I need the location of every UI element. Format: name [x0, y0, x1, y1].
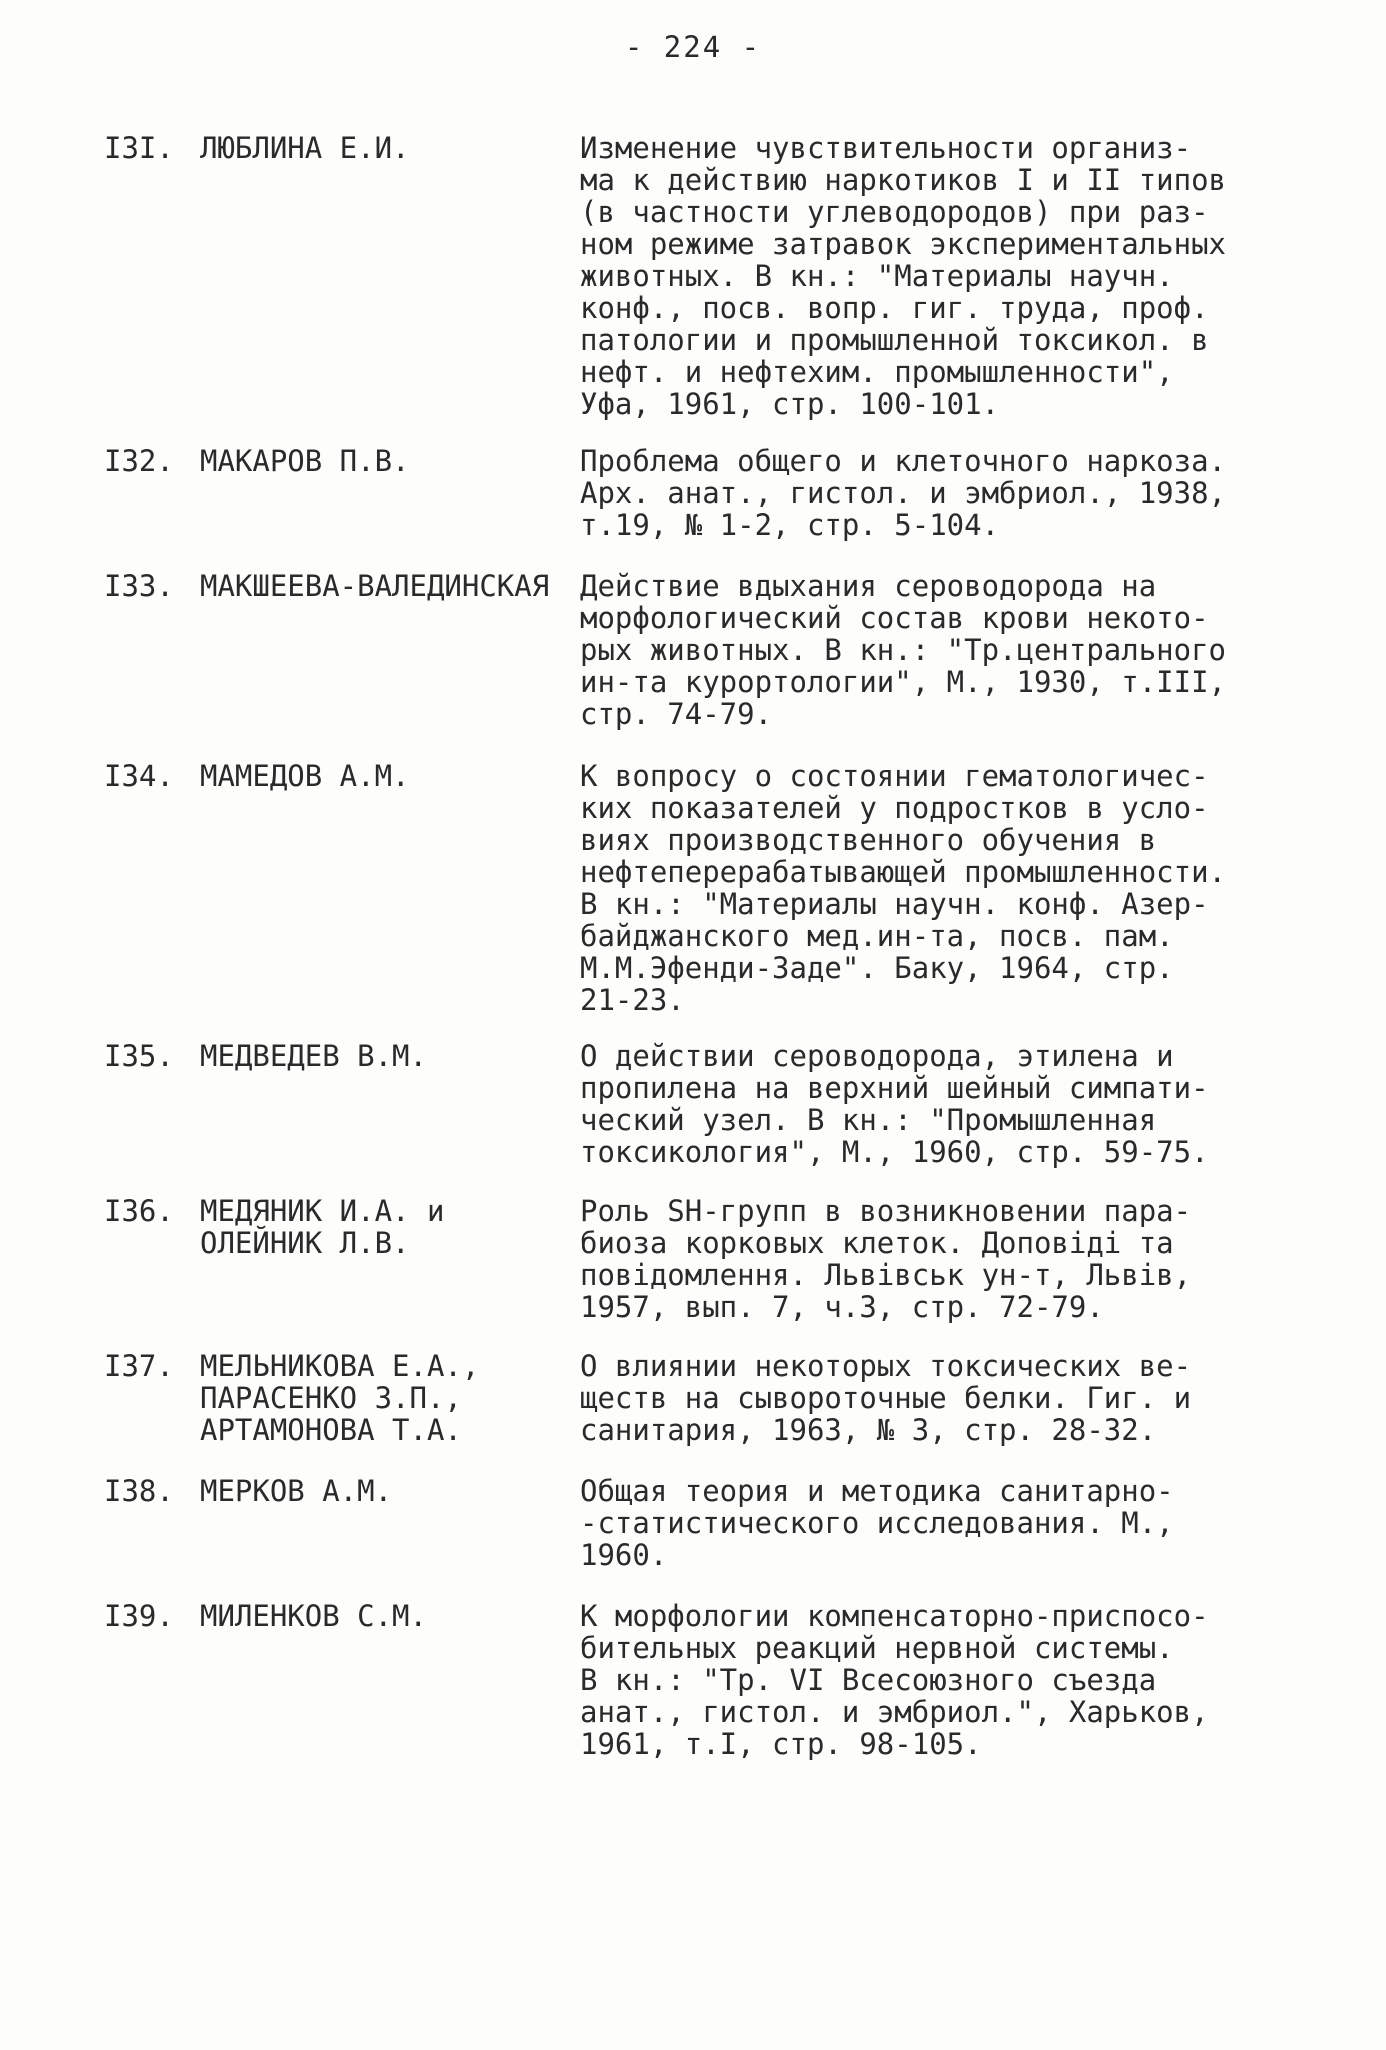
entry-author: МЕЛЬНИКОВА Е.А., ПАРАСЕНКО З.П., АРТАМОНОВА Т.А.: [200, 1349, 480, 1447]
entry-reference: Действие вдыхания сероводорода на морфологический состав крови некото- рых животных. В кн.: "Тр.центрального ин-та курортологии", М., 1930, т.III, стр. 74-79.: [580, 569, 1227, 731]
entry-number: I35.: [104, 1039, 174, 1073]
entry-author: МАМЕДОВ А.М.: [200, 759, 410, 793]
entry-number: I32.: [104, 444, 174, 478]
entry-number: I33.: [104, 569, 174, 603]
entry-reference: Проблема общего и клеточного наркоза. Арх. анат., гистол. и эмбриол., 1938, т.19, № 1-2, стр. 5-104.: [580, 444, 1227, 542]
entry-author: МАКШЕЕВА-ВАЛЕДИНСКАЯ: [200, 569, 550, 603]
page-number: - 224 -: [624, 30, 762, 64]
entry-author: МЕДВЕДЕВ В.М.: [200, 1039, 427, 1073]
entry-number: I37.: [104, 1349, 174, 1383]
entry-reference: К морфологии компенсаторно-приспосо- бительных реакций нервной системы. В кн.: "Тр. VI Всесоюзного съезда анат., гистол. и эмбриол.", Харьков, 1961, т.I, стр. 98-105.: [580, 1599, 1209, 1761]
entry-number: I39.: [104, 1599, 174, 1633]
entry-reference: К вопросу о состоянии гематологичес- ких показателей у подростков в усло- виях производственного обучения в нефтеперерабатывающей промышленности. В кн.: "Материалы научн. конф. Азер- байджанского мед.ин-та, посв. пам. М.М.Эфенди-Заде". Баку, 1964, стр. 21-23.: [580, 759, 1227, 1017]
entry-reference: Общая теория и методика санитарно- -статистического исследования. М., 1960.: [580, 1474, 1174, 1572]
entry-author: МАКАРОВ П.В.: [200, 444, 410, 478]
entry-number: I38.: [104, 1474, 174, 1508]
entry-author: МЕРКОВ А.М.: [200, 1474, 393, 1508]
entry-author: ЛЮБЛИНА Е.И.: [200, 131, 410, 165]
entry-author: МИЛЕНКОВ С.М.: [200, 1599, 427, 1633]
entry-number: I36.: [104, 1194, 174, 1228]
entry-reference: О влиянии некоторых токсических ве- ществ на сывороточные белки. Гиг. и санитария, 1963, № 3, стр. 28-32.: [580, 1349, 1192, 1447]
entry-number: I34.: [104, 759, 174, 793]
entry-reference: Роль SH-групп в возникновении пара- биоза корковых клеток. Доповіді та повідомлення. Львівськ ун-т, Львів, 1957, вып. 7, ч.3, стр. 72-79.: [580, 1194, 1192, 1324]
entry-reference: О действии сероводорода, этилена и пропилена на верхний шейный симпати- ческий узел. В кн.: "Промышленная токсикология", М., 1960, стр. 59-75.: [580, 1039, 1209, 1169]
entry-reference: Изменение чувствительности организ- ма к действию наркотиков I и II типов (в частности углеводородов) при раз- ном режиме затравок экспериментальных животных. В кн.: "Материалы научн. конф., посв. вопр. гиг. труда, проф. патологии и промышленной токсикол. в нефт. и нефтехим. промышленности", Уфа, 1961, стр. 100-101.: [580, 131, 1227, 421]
entry-number: I3I.: [104, 131, 174, 165]
entry-author: МЕДЯНИК И.А. и ОЛЕЙНИК Л.В.: [200, 1194, 445, 1260]
